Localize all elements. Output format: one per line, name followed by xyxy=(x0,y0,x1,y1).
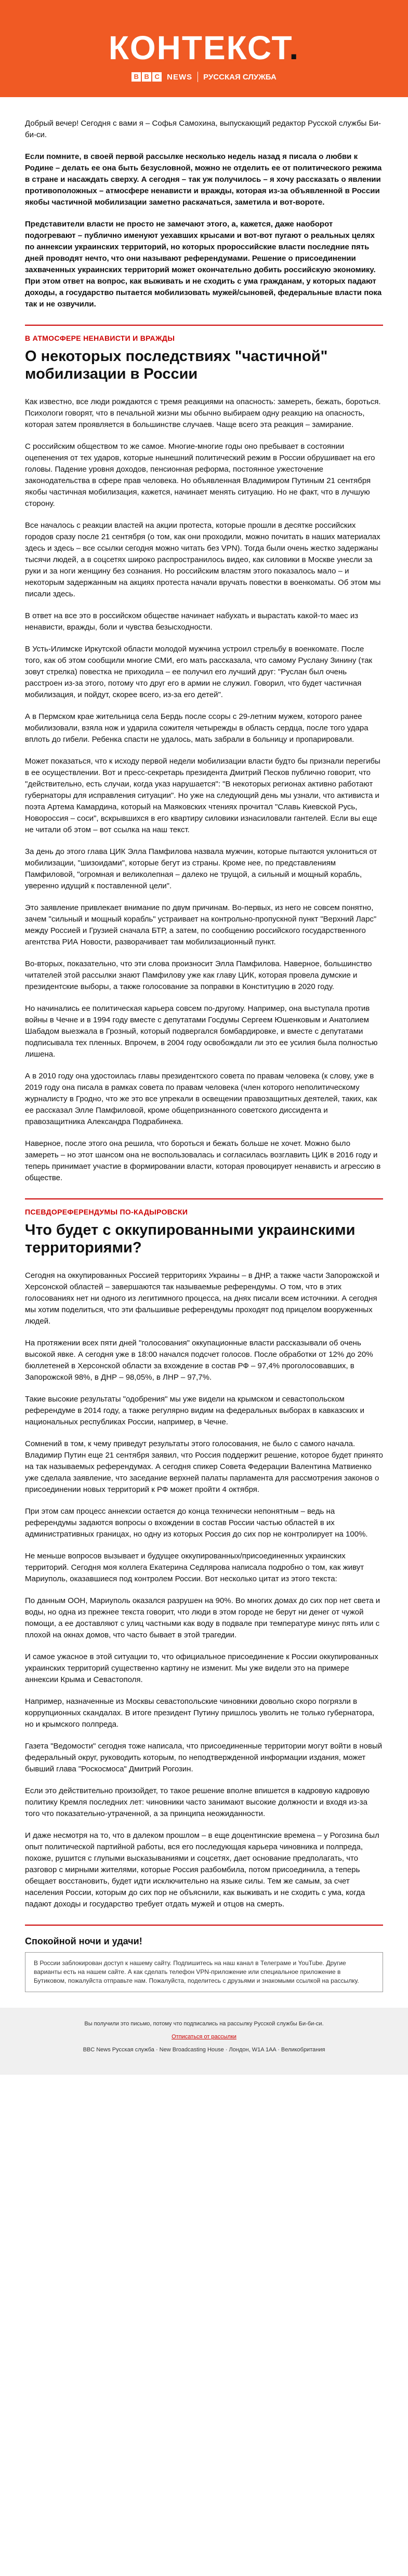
article-paragraph: Сомнений в том, к чему приведут результаты этого голосования, не было с самого начала. Владимир Путин еще 21 сентября заявил, что Россия поддержит решение, которое будет принято на так называемых референдумах. А сегодня спикер Совета Федерации Валентина Матвиенко уже сделала заявление, что заседание верхней палаты парламента для рассмотрения законов о присоединении новых территорий к РФ может пройти 4 октября. xyxy=(25,1439,383,1494)
section-divider xyxy=(25,1925,383,1926)
article-paragraph: Не меньше вопросов вызывает и будущее оккупированных/присоединенных украинских территорий. Сегодня моя коллега Екатерина Седлярова написала подробно о том, как живут Мариуполь, оказавшиеся под контролем России. Вот несколько цитат из этого текста: xyxy=(25,1552,364,1583)
article-paragraph: Как известно, все люди рождаются с тремя реакциями на опасность: замереть, бежать, бороться. Психологи говорят, что в печальной жизни мы обычно выбираем одну реакцию на опасность, которая затем проявляется в большинстве случаев. Чаще всего эта реакция – замирание. xyxy=(25,397,381,429)
article-paragraph: На протяжении всех пяти дней "голосования" оккупационные власти рассказывали об очень высокой явке. А сегодня уже в 18:00 начался подсчет голосов. После обработки от 12% до 20% бюллетеней в Херсонской области за вхождение в состав РФ – 97,4% проголосовавших, в Запорожской 98%, в ДНР – 98,05%, в ЛНР – 97,7%. xyxy=(25,1339,373,1382)
email-footer xyxy=(0,2008,408,2075)
article-paragraph: При этом сам процесс аннексии остается до конца технически непонятным – ведь на референдумы задаются вопросы о вхождении в состав России частью областей в их административных границах, но одну из которых Россия до сих пор не контролирует на 100%. xyxy=(25,1507,368,1539)
article-paragraph: И самое ужасное в этой ситуации то, что официальное присоединение к России оккупированных украинских территорий существенно картину не изменит. Мы уже видели это на примере аннексии Крыма и Севастополя. xyxy=(25,1652,378,1684)
intro-paragraph: Если помните, в своей первой рассылке несколько недель назад я писала о любви к Родине – делать ее она быть безусловной, можно не отделить ее от политического режима в стране и насаждать сверху. А сегодня – так уж получилось – я хочу рассказать о явлении противоположных – атмосфере ненависти и вражды, которая из-за объявленной в России якобы частичной мобилизации заметно раскачаться, заметила и вот-вороте. xyxy=(25,152,382,207)
article-paragraph: В Усть-Илимске Иркутской области молодой мужчина устроил стрельбу в военкомате. После того, как об этом сообщили многие СМИ, его мать рассказала, что самому Руслану Зинину (так зовут стрелка) повестка не приходила – ее получил его лучший друг: "Руслан был очень расстроен из-за этого, потому что друг его в армии не служил. Говорил, что будет частичная мобилизация, и пойдут, скорее всего, из-за его детей". xyxy=(25,645,373,699)
section-divider xyxy=(25,325,383,326)
article-paragraph: Все началось с реакции властей на акции протеста, которые прошли в десятке российских городов сразу после 21 сентября (о том, как они проходили, можно почитать в наших материалах здесь и здесь – все ссылки сегодня можно читать без VPN). Тогда были очень жестко задержаны тысячи людей, а в соцсетях широко распространилось видео, как силовики в Москве унесли за руки и за ноги женщину без сознания. Но российским властям этого показалось мало – и некоторым задержанным на акциях протеста начали вручать повестки в военкоматы. Об этом мы писали здесь. xyxy=(25,521,381,598)
article-paragraph: Сегодня на оккупированных Россией территориях Украины – в ДНР, а также части Запорожской и Херсонской областей – завершаются так называемые референдумы. О том, что в этих голосованиях нет ни одного из легитимного процесса, на днях писали всем источники. А сегодня мы хотим поделиться, что эти фальшивые референдумы проходят под прицелом вооруженных людей. xyxy=(25,1271,380,1326)
article-paragraph: Например, назначенные из Москвы севастопольские чиновники довольно скоро погрязли в коррупционных скандалах. В итоге президент Путину пришлось уволить не только губернатора, но и крымского полпреда. xyxy=(25,1697,375,1729)
article-paragraph: Это заявление привлекает внимание по двум причинам. Во-первых, из него не совсем понятно, зачем "сильный и мощный корабль" устраивает на контрольно-пропускной пункт "Верхний Ларс" между Россией и Грузией сначала БТР, а затем, по сообщению российского государственного агентства РИА Новости, разворачивает там мобилизационный пункт. xyxy=(25,903,377,946)
notice-box xyxy=(25,1952,383,1992)
article-paragraph: Но начинались ее политическая карьера совсем по-другому. Например, она выступала против войны в Чечне и в 1994 году вместе с депутатами Госдумы Сергеем Юшенковым и Анатолием Шабадом выезжала в Грозный, который подвергался бомбардировке, и вместе с депутатами подписывала тех пленных. Впрочем, в 2004 году освобождали ли это ее усилия была полностью лишена. xyxy=(25,1004,378,1059)
article-paragraph: С российским обществом то же самое. Многие-многие годы оно пребывает в состоянии оцепенения от тех ударов, которые нынешний политический режим в России обрушивает на его головы. Падение уровня доходов, пенсионная реформа, постоянное ужесточение законодательства в сфере прав человека. Но объявленная Владимиром Путиным 21 сентября якобы частичная мобилизация, кажется, начинает менять ситуацию. Но не факт, что в лучшую сторону. xyxy=(25,442,375,508)
section-divider xyxy=(25,1198,383,1199)
footer-address: BBC News Русская служба · New Broadcasting House · Лондон, W1A 1AA · Великобритания xyxy=(83,2047,325,2053)
bbc-branding xyxy=(0,72,408,82)
article-paragraph: За день до этого глава ЦИК Элла Памфилова назвала мужчин, которые пытаются уклониться от мобилизации, "шизоидами", которые бегут из страны. Кроме нее, по представлениям Памфиловой, "огромная и великолепная – далеко не трущой, а сильный и мощный корабль, уверенно идущий к поставленной цели". xyxy=(25,847,377,890)
article-paragraph: Газета "Ведомости" сегодня тоже написала, что присоединенные территории могут войти в новый федеральный округ, руководить которым, по неподтвержденной информации издания, может бывший глава "Роскосмоса" Дмитрий Рогозин. xyxy=(25,1742,383,1773)
article-paragraph: И даже несмотря на то, что в далеком прошлом – в еще доцентинские времена – у Рогозина был опыт политической партийной работы, вся его последующая карьера чиновника и полпреда, похоже, рушится с глупыми высказываниями и соцсетях, дает основание предполагать, что разговор с мирными жителями, которые Россия разбомбила, потом присоединила, а теперь обещает восстановить, будет идти исключительно на языке силы. Тем же самым, за счет населения России, которым до сих пор не объяснили, как выживать и не сходить с ума, когда падают доходы и государство требует отдать мужей и отцов на смерть. xyxy=(25,1831,379,1908)
unsubscribe-link[interactable]: Отписаться от рассылки xyxy=(172,2034,236,2040)
article-paragraph: Наверное, после этого она решила, что бороться и бежать больше не хочет. Можно было замереть – но этот шансом она не воспользовалась и согласилась возглавить ЦИК в 2016 году и теперь принимает участие в формировании власти, которая провоцирует ненависть и агрессию в обществе. xyxy=(25,1139,381,1182)
article-paragraph: А в 2010 году она удостоилась главы президентского совета по правам человека (к слову, уже в 2019 году она писала в рамках совета по правам человека (член которого неполитическому журналисту в Гродно, что же это все упрекали в освещении правозащитных деятелей, таких, как ее рассказал Элле Памфиловой, кроме общепризнанного советского диссидента и правозащитника Александра Подрабинека. xyxy=(25,1072,377,1126)
article-paragraph: А в Пермском крае жительница села Бердь после ссоры с 29-летним мужем, которого ранее мобилизовали, взяла нож и ударила сожителя четырежды в область сердца, после того удара вплоть до гибели. Ребенка спасти не удалось, мать забрали в больницу и пропарировали. xyxy=(25,712,368,744)
intro-paragraph: Представители власти не просто не замечают этого, а, кажется, даже наоборот подогревают – публично именуют уехавших крысами и вот-вот пугают о реальных целях по аннексии украинских территорий, но которых пророссийские власти последние пять дней проводят нечто, что они называют референдумами. Решение о присоединении захваченных украинских территорий может окончательно добить российскую экономику. При этом ответ на вопрос, как выживать и не сходить с ума гражданам, у которых падают доходы, а государство пытается мобилизовать мужей/сыновей, федеральные власти пока так и не озвучили. xyxy=(25,220,382,309)
intro-greeting: Добрый вечер! Сегодня с вами я – Софья Самохина, выпускающий редактор Русской службы Би-би-си. xyxy=(25,119,381,139)
section-title: О некоторых последствиях "частичной" мобилизации в России xyxy=(25,348,328,382)
article-paragraph: Такие высокие результаты "одобрения" мы уже видели на крымском и севастопольском референдуме в 2014 году, а также регулярно видим на федеральных выборах в кавказских и национальных республиках России, например, в Чечне. xyxy=(25,1395,364,1426)
header-banner xyxy=(0,0,408,97)
section-label: В АТМОСФЕРЕ НЕНАВИСТИ И ВРАЖДЫ xyxy=(25,334,175,342)
notice-text: В России заблокирован доступ к нашему сайту. Подпишитесь на наш канал в Телеграме и YouTube. Другие варианты есть на нашем сайте. А как сделать телефон VPN-приложение или специальное приложение в Бутиковом, пожалуйста отправьте нам. Пожалуйста, поделитесь с друзьями и знакомыми ссылкой на рассылку. xyxy=(34,1959,359,1984)
article-paragraph: Если это действительно произойдет, то такое решение вполне впишется в кадровую кадровую политику Кремля последних лет: чиновники часто занимают высокие должности и входя из-за того что показательно-утраченной, а за принципа неожиданности. xyxy=(25,1786,370,1818)
bbc-logo: B B C xyxy=(131,72,162,82)
section-title: Что будет с оккупированными украинскими территориями? xyxy=(25,1222,356,1256)
article-paragraph: В ответ на все это в российском обществе начинает набухать и вырастать какой-то маес из ненависти, вражды, боли и чувства безысходности. xyxy=(25,611,359,632)
article-paragraph: Во-вторых, показательно, что эти слова произносит Элла Памфилова. Наверное, большинство читателей этой рассылки знают Памфилову уже как главу ЦИК, которая провела думские и президентские выборы, а также голосование за поправки в Конституцию в 2020 году. xyxy=(25,959,372,991)
kontekst-logo: КОНТЕКСТ. xyxy=(108,29,300,66)
farewell-heading: Спокойной ночи и удачи! xyxy=(25,1936,142,1946)
newsletter-body xyxy=(0,97,408,1947)
section-label: ПСЕВДОРЕФЕРЕНДУМЫ ПО-КАДЫРОВСКИ xyxy=(25,1208,188,1216)
article-paragraph: Может показаться, что к исходу первой недели мобилизации власти будто бы признали перегибы в ее осуществлении. Вот и пресс-секретарь президента Дмитрий Песков публично говорит, что "действительно, есть случаи, когда указ нарушается": "В некоторых регионах активно работают губернаторы для исправления ситуации". Но уже на следующий день мы узнали, что активиста и поэта Артема Камардина, который на Маяковских чтениях прочитал "Славь Киевской Русь, Новороссия – соси", вскрывшихся в его квартиру силовики изнасиловали гантелей. Если вы еще не читали об этом – вот ссылка на наш текст. xyxy=(25,757,380,834)
article-paragraph: По данным ООН, Мариуполь оказался разрушен на 90%. Во многих домах до сих пор нет света и воды, но одна из прежнее текста говорит, что люди в этом городе не берут ни денег от чужой помощи, а ее доставляют с улиц частными как воду в подвале при температуре минус пять или с плохой на окнах домов, что часто бывает в этой трагедии. xyxy=(25,1596,380,1639)
service-name: РУССКАЯ СЛУЖБА xyxy=(203,72,277,82)
bbc-news-label: NEWS xyxy=(167,72,193,82)
footer-subscription-note: Вы получили это письмо, потому что подписались на рассылку Русской службы Би-би-си. xyxy=(84,2021,324,2027)
